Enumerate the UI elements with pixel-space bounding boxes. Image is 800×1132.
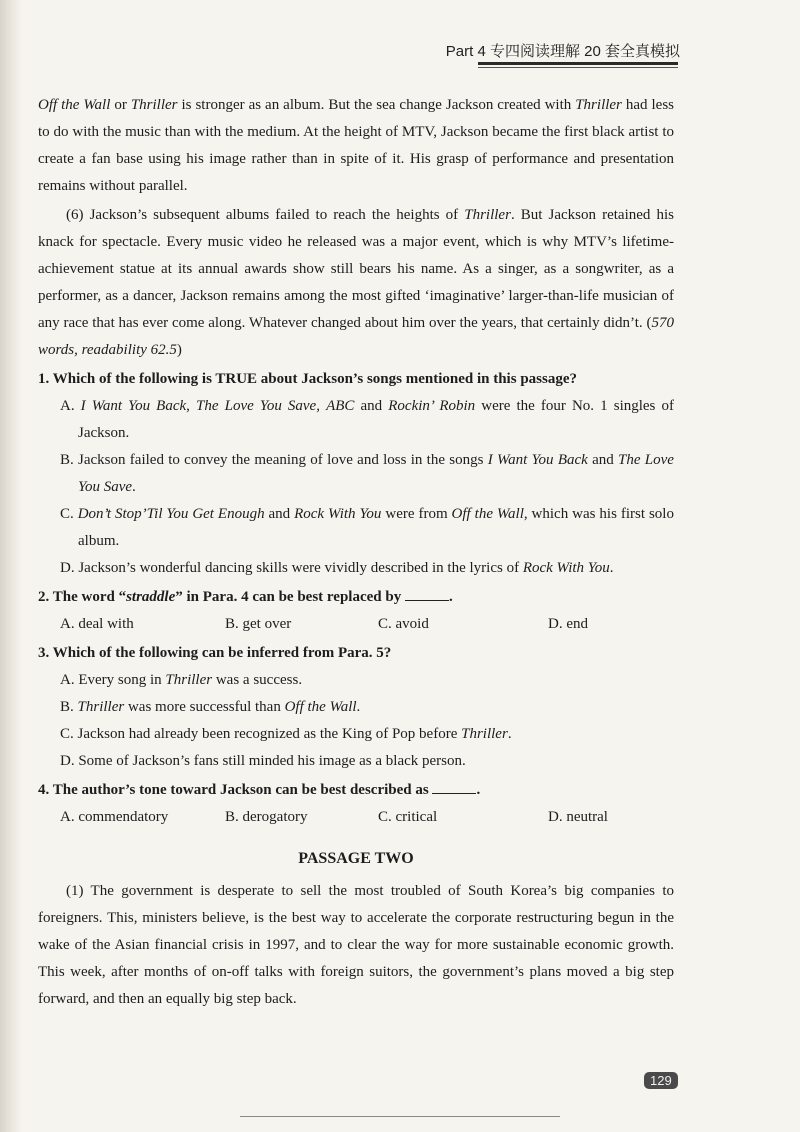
question-2-option-d: D. end	[548, 616, 588, 632]
question-3-option-a: A. Every song in Thriller was a success.	[60, 672, 303, 688]
passage-two-paragraph-1: (1) The government is desperate to sell the most troubled of South Korea’s big companies to foreigners. This, ministers believe, is the best way to accelerate the corporate restructuring begun in the wake of the Asian financial crisis in 1997, and to clear the way for more sustainable economic growth. This week, after months of on-off talks with foreign suitors, the government’s plans moved a big step forward, and then an equally big step back.	[38, 883, 674, 1007]
question-4-option-d: D. neutral	[548, 809, 608, 825]
question-1-stem: 1. Which of the following is TRUE about Jackson’s songs mentioned in this passage?	[38, 371, 577, 387]
question-4-stem: 4. The author’s tone toward Jackson can be best described as .	[38, 777, 674, 804]
question-1-option-c: C. Don’t Stop’Til You Get Enough and Rock With You were from Off the Wall, which was his first solo album.	[60, 506, 674, 549]
question-2-options	[60, 611, 674, 638]
question-2-option-b: B. get over	[225, 616, 292, 632]
passage-one-paragraph-6: (6) Jackson’s subsequent albums failed to reach the heights of Thriller. But Jackson retained his knack for spectacle. Every music video he released was a major event, which is why MTV’s lifetime-achievement statue at its annual awards show still bears his name. As a singer, as a songwriter, as a performer, as a dancer, Jackson remains among the most gifted ‘imaginative’ larger-than-life musician of any race that has ever come along. Whatever changed about him over the years, that certainly didn’t. (570 words, readability 62.5)	[38, 207, 674, 358]
footer-rule	[240, 1116, 560, 1117]
book-binding-shadow	[0, 0, 22, 1132]
page-number: 129	[644, 1072, 678, 1089]
question-3-stem: 3. Which of the following can be inferred from Para. 5?	[38, 645, 392, 661]
question-4-option-b: B. derogatory	[225, 809, 308, 825]
question-2-option-a: A. deal with	[60, 616, 134, 632]
question-1-option-a: A. I Want You Back, The Love You Save, ABC and Rockin’ Robin were the four No. 1 singles of Jackson.	[60, 398, 674, 441]
question-3-option-d: D. Some of Jackson’s fans still minded his image as a black person.	[60, 753, 466, 769]
question-3-option-c: C. Jackson had already been recognized as the King of Pop before Thriller.	[60, 726, 512, 742]
header-rule	[478, 62, 678, 65]
question-4-option-c: C. critical	[378, 809, 438, 825]
page-content	[38, 92, 674, 1013]
answer-blank	[432, 779, 476, 794]
question-4-option-a: A. commendatory	[60, 809, 169, 825]
question-1-option-d: D. Jackson’s wonderful dancing skills were vividly described in the lyrics of Rock With You.	[60, 560, 614, 576]
question-1-option-b: B. Jackson failed to convey the meaning of love and loss in the songs I Want You Back and The Love You Save.	[60, 452, 674, 495]
question-2-option-c: C. avoid	[378, 616, 429, 632]
passage-one-paragraph-end: Off the Wall or Thriller is stronger as an album. But the sea change Jackson created with Thriller had less to do with the music than with the medium. At the height of MTV, Jackson became the first black artist to create a fan base using his image rather than in spite of it. His grasp of performance and presentation remains without parallel.	[38, 97, 674, 194]
header-rule-thin	[478, 67, 678, 68]
answer-blank	[405, 586, 449, 601]
question-2-stem: 2. The word “straddle” in Para. 4 can be best replaced by .	[38, 584, 674, 611]
passage-two-title: PASSAGE TWO	[298, 850, 414, 867]
question-4-options	[60, 804, 674, 831]
running-header: Part 4 专四阅读理解 20 套全真模拟	[445, 43, 680, 60]
question-3-option-b: B. Thriller was more successful than Off the Wall.	[60, 699, 361, 715]
